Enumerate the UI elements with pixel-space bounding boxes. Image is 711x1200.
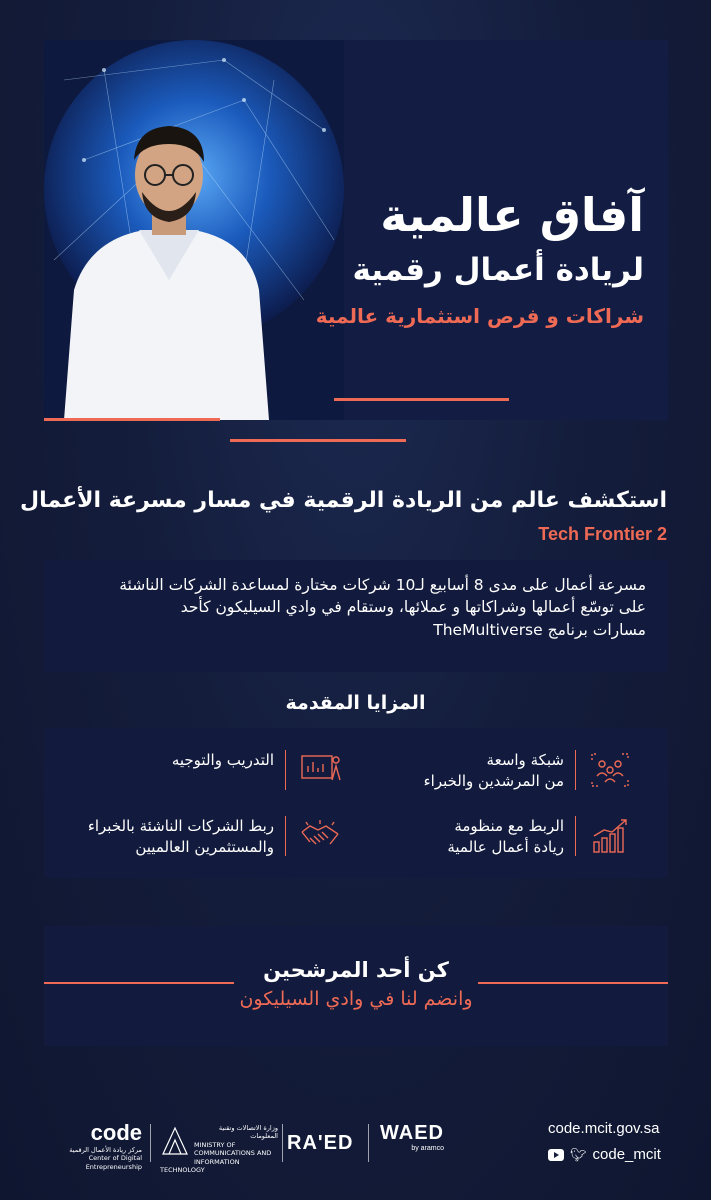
divider bbox=[575, 750, 576, 790]
accent-line bbox=[478, 982, 668, 984]
mcit-name-ar: وزارة الاتصالات وتقنية المعلومات bbox=[218, 1124, 278, 1141]
program-name: Tech Frontier 2 bbox=[538, 524, 667, 544]
code-name-ar: مركز ريادة الأعمال الرقمية bbox=[69, 1146, 142, 1154]
benefit-item bbox=[348, 742, 638, 802]
code-name-en: Center of Digital Entrepreneurship bbox=[85, 1154, 142, 1171]
footer bbox=[0, 1110, 711, 1175]
benefit-line: التدريب والتوجيه bbox=[171, 751, 274, 769]
growth-chart-icon bbox=[582, 808, 638, 864]
divider bbox=[285, 750, 286, 790]
description-line: مسارات برنامج TheMultiverse bbox=[433, 620, 646, 639]
hero-tagline: شراكات و فرص استثمارية عالمية bbox=[315, 304, 644, 328]
hero-subtitle: لريادة أعمال رقمية bbox=[352, 252, 644, 288]
code-logo-text: code bbox=[90, 1120, 142, 1145]
benefit-line: شبكة واسعة bbox=[486, 751, 564, 769]
benefits-panel bbox=[44, 728, 668, 878]
accent-line bbox=[44, 982, 234, 984]
benefit-item bbox=[348, 808, 638, 868]
divider bbox=[150, 1124, 151, 1162]
divider bbox=[285, 816, 286, 856]
waed-logo-by: by aramco bbox=[411, 1145, 444, 1152]
youtube-icon[interactable] bbox=[548, 1149, 564, 1161]
benefit-text bbox=[354, 816, 564, 858]
social-handle[interactable] bbox=[548, 1146, 661, 1163]
hero-title: آفاق عالمية bbox=[380, 188, 644, 242]
code-logo bbox=[44, 1120, 142, 1171]
benefit-line: الربط مع منظومة bbox=[454, 817, 564, 835]
benefit-item bbox=[58, 742, 348, 802]
divider bbox=[368, 1124, 369, 1162]
twitter-icon[interactable]: 🐦︎ bbox=[570, 1146, 587, 1162]
benefits-heading: المزايا المقدمة bbox=[285, 692, 426, 714]
mcit-name-en: MINISTRY OF COMMUNICATIONS AND INFORMATION TECHNOLOGY bbox=[160, 1140, 272, 1175]
waed-logo bbox=[380, 1122, 444, 1152]
raed-logo: RA'ED bbox=[287, 1132, 354, 1154]
divider bbox=[575, 816, 576, 856]
presentation-board-icon bbox=[292, 742, 348, 798]
benefit-text bbox=[64, 750, 274, 771]
cta-subtitle: وانضم لنا في وادي السيليكون bbox=[239, 988, 473, 1010]
benefit-text bbox=[354, 750, 564, 792]
accent-line bbox=[230, 439, 406, 442]
benefit-line: من المرشدين والخبراء bbox=[423, 772, 564, 790]
divider bbox=[282, 1124, 283, 1162]
benefit-line: ربط الشركات الناشئة بالخبراء bbox=[87, 817, 274, 835]
cta-title: كن أحد المرشحين bbox=[263, 958, 449, 982]
accent-line bbox=[44, 418, 220, 421]
handshake-icon bbox=[292, 808, 348, 864]
network-people-icon bbox=[582, 742, 638, 798]
benefit-item bbox=[58, 808, 348, 868]
benefit-line: ريادة أعمال عالمية bbox=[447, 838, 564, 856]
mcit-logo bbox=[160, 1124, 278, 1175]
hero-banner bbox=[44, 40, 668, 420]
accent-line bbox=[334, 398, 509, 401]
description-box bbox=[44, 560, 668, 672]
waed-logo-text: WAED bbox=[380, 1122, 444, 1144]
description-line: على توسّع أعمالها وشراكاتها و عملائها، وستقام في وادي السيليكون كأحد bbox=[180, 598, 646, 617]
hero-image bbox=[44, 40, 344, 420]
website-link[interactable]: code.mcit.gov.sa bbox=[548, 1120, 660, 1137]
mcit-emblem-icon bbox=[160, 1124, 190, 1158]
explore-title: استكشف عالم من الريادة الرقمية في مسار مسرعة الأعمال bbox=[20, 488, 667, 513]
description-line: مسرعة أعمال على مدى 8 أسابيع لـ10 شركات مختارة لمساعدة الشركات الناشئة bbox=[119, 576, 646, 594]
social-handle-text: code_mcit bbox=[592, 1146, 661, 1163]
benefit-line: والمستثمرين العالميين bbox=[135, 838, 274, 856]
cta-panel bbox=[44, 926, 668, 1046]
benefit-text bbox=[64, 816, 274, 858]
